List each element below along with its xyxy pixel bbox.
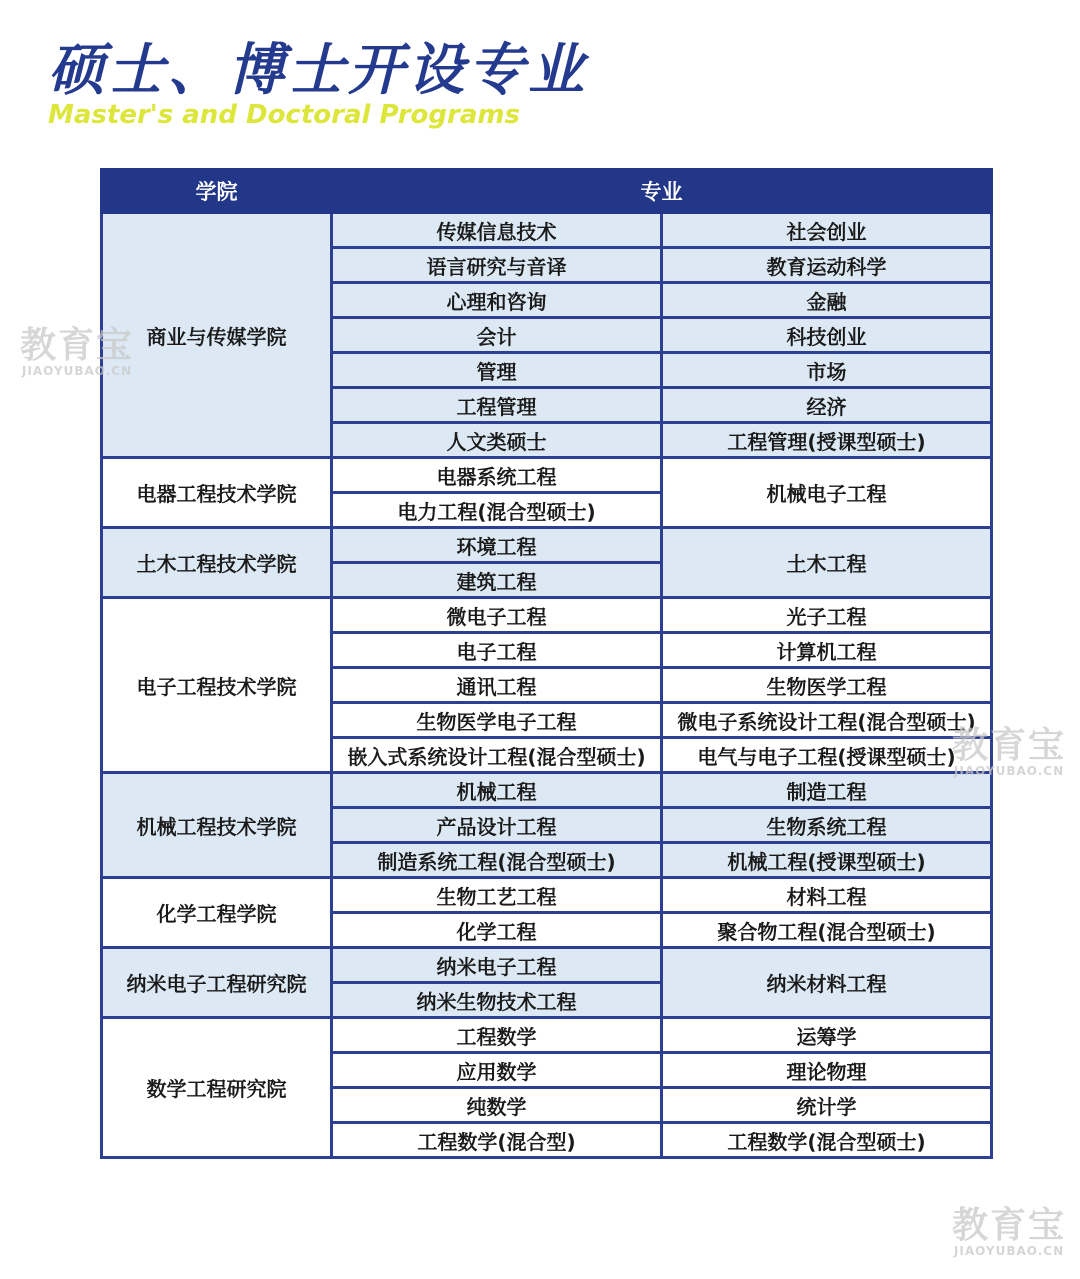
program-cell: 电子工程 xyxy=(332,633,662,668)
college-name: 土木工程技术学院 xyxy=(102,528,332,598)
table-row xyxy=(102,878,992,913)
programs-table-container xyxy=(100,168,990,1159)
program-cell: 微电子工程 xyxy=(332,598,662,633)
program-cell: 生物医学电子工程 xyxy=(332,703,662,738)
program-cell: 统计学 xyxy=(662,1088,992,1123)
table-row xyxy=(102,213,992,248)
college-name: 纳米电子工程研究院 xyxy=(102,948,332,1018)
program-cell: 生物系统工程 xyxy=(662,808,992,843)
program-cell: 电气与电子工程(授课型硕士) xyxy=(662,738,992,773)
program-cell: 生物工艺工程 xyxy=(332,878,662,913)
page-subtitle: Master's and Doctoral Programs xyxy=(48,100,520,130)
college-name: 化学工程学院 xyxy=(102,878,332,948)
program-cell: 机械工程(授课型硕士) xyxy=(662,843,992,878)
program-cell: 微电子系统设计工程(混合型硕士) xyxy=(662,703,992,738)
program-cell: 环境工程 xyxy=(332,528,662,563)
college-name: 电器工程技术学院 xyxy=(102,458,332,528)
program-cell: 电力工程(混合型硕士) xyxy=(332,493,662,528)
program-cell: 制造工程 xyxy=(662,773,992,808)
watermark: 教育宝 JIAOYUBAO.CN xyxy=(20,325,135,378)
program-cell: 科技创业 xyxy=(662,318,992,353)
program-cell: 纳米材料工程 xyxy=(662,948,992,1018)
program-cell: 工程数学 xyxy=(332,1018,662,1053)
program-cell: 心理和咨询 xyxy=(332,283,662,318)
program-cell: 人文类硕士 xyxy=(332,423,662,458)
programs-table xyxy=(100,168,993,1159)
program-cell: 经济 xyxy=(662,388,992,423)
college-name: 机械工程技术学院 xyxy=(102,773,332,878)
program-cell: 社会创业 xyxy=(662,213,992,248)
program-cell: 嵌入式系统设计工程(混合型硕士) xyxy=(332,738,662,773)
program-cell: 材料工程 xyxy=(662,878,992,913)
table-body xyxy=(102,213,992,1158)
program-cell: 电器系统工程 xyxy=(332,458,662,493)
program-cell: 光子工程 xyxy=(662,598,992,633)
program-cell: 计算机工程 xyxy=(662,633,992,668)
table-header-row xyxy=(102,170,992,213)
college-name: 电子工程技术学院 xyxy=(102,598,332,773)
watermark: 教育宝 JIAOYUBAO.CN xyxy=(952,725,1067,778)
program-cell: 生物医学工程 xyxy=(662,668,992,703)
program-cell: 制造系统工程(混合型硕士) xyxy=(332,843,662,878)
program-cell: 教育运动科学 xyxy=(662,248,992,283)
program-cell: 金融 xyxy=(662,283,992,318)
program-cell: 运筹学 xyxy=(662,1018,992,1053)
table-row xyxy=(102,1018,992,1053)
table-row xyxy=(102,458,992,493)
program-cell: 市场 xyxy=(662,353,992,388)
program-cell: 纳米生物技术工程 xyxy=(332,983,662,1018)
table-row xyxy=(102,948,992,983)
header-major: 专业 xyxy=(332,170,992,213)
program-cell: 机械工程 xyxy=(332,773,662,808)
program-cell: 纳米电子工程 xyxy=(332,948,662,983)
program-cell: 会计 xyxy=(332,318,662,353)
program-cell: 传媒信息技术 xyxy=(332,213,662,248)
program-cell: 应用数学 xyxy=(332,1053,662,1088)
college-name: 数学工程研究院 xyxy=(102,1018,332,1158)
program-cell: 纯数学 xyxy=(332,1088,662,1123)
college-name: 商业与传媒学院 xyxy=(102,213,332,458)
program-cell: 机械电子工程 xyxy=(662,458,992,528)
program-cell: 工程数学(混合型硕士) xyxy=(662,1123,992,1158)
page-title: 硕士、博士开设专业 xyxy=(48,38,588,103)
program-cell: 建筑工程 xyxy=(332,563,662,598)
program-cell: 工程管理(授课型硕士) xyxy=(662,423,992,458)
program-cell: 理论物理 xyxy=(662,1053,992,1088)
program-cell: 工程管理 xyxy=(332,388,662,423)
program-cell: 土木工程 xyxy=(662,528,992,598)
program-cell: 管理 xyxy=(332,353,662,388)
table-row xyxy=(102,528,992,563)
program-cell: 化学工程 xyxy=(332,913,662,948)
table-row xyxy=(102,773,992,808)
program-cell: 产品设计工程 xyxy=(332,808,662,843)
header-college: 学院 xyxy=(102,170,332,213)
program-cell: 语言研究与音译 xyxy=(332,248,662,283)
program-cell: 通讯工程 xyxy=(332,668,662,703)
table-row xyxy=(102,598,992,633)
watermark: 教育宝 JIAOYUBAO.CN xyxy=(952,1205,1067,1258)
program-cell: 聚合物工程(混合型硕士) xyxy=(662,913,992,948)
program-cell: 工程数学(混合型) xyxy=(332,1123,662,1158)
